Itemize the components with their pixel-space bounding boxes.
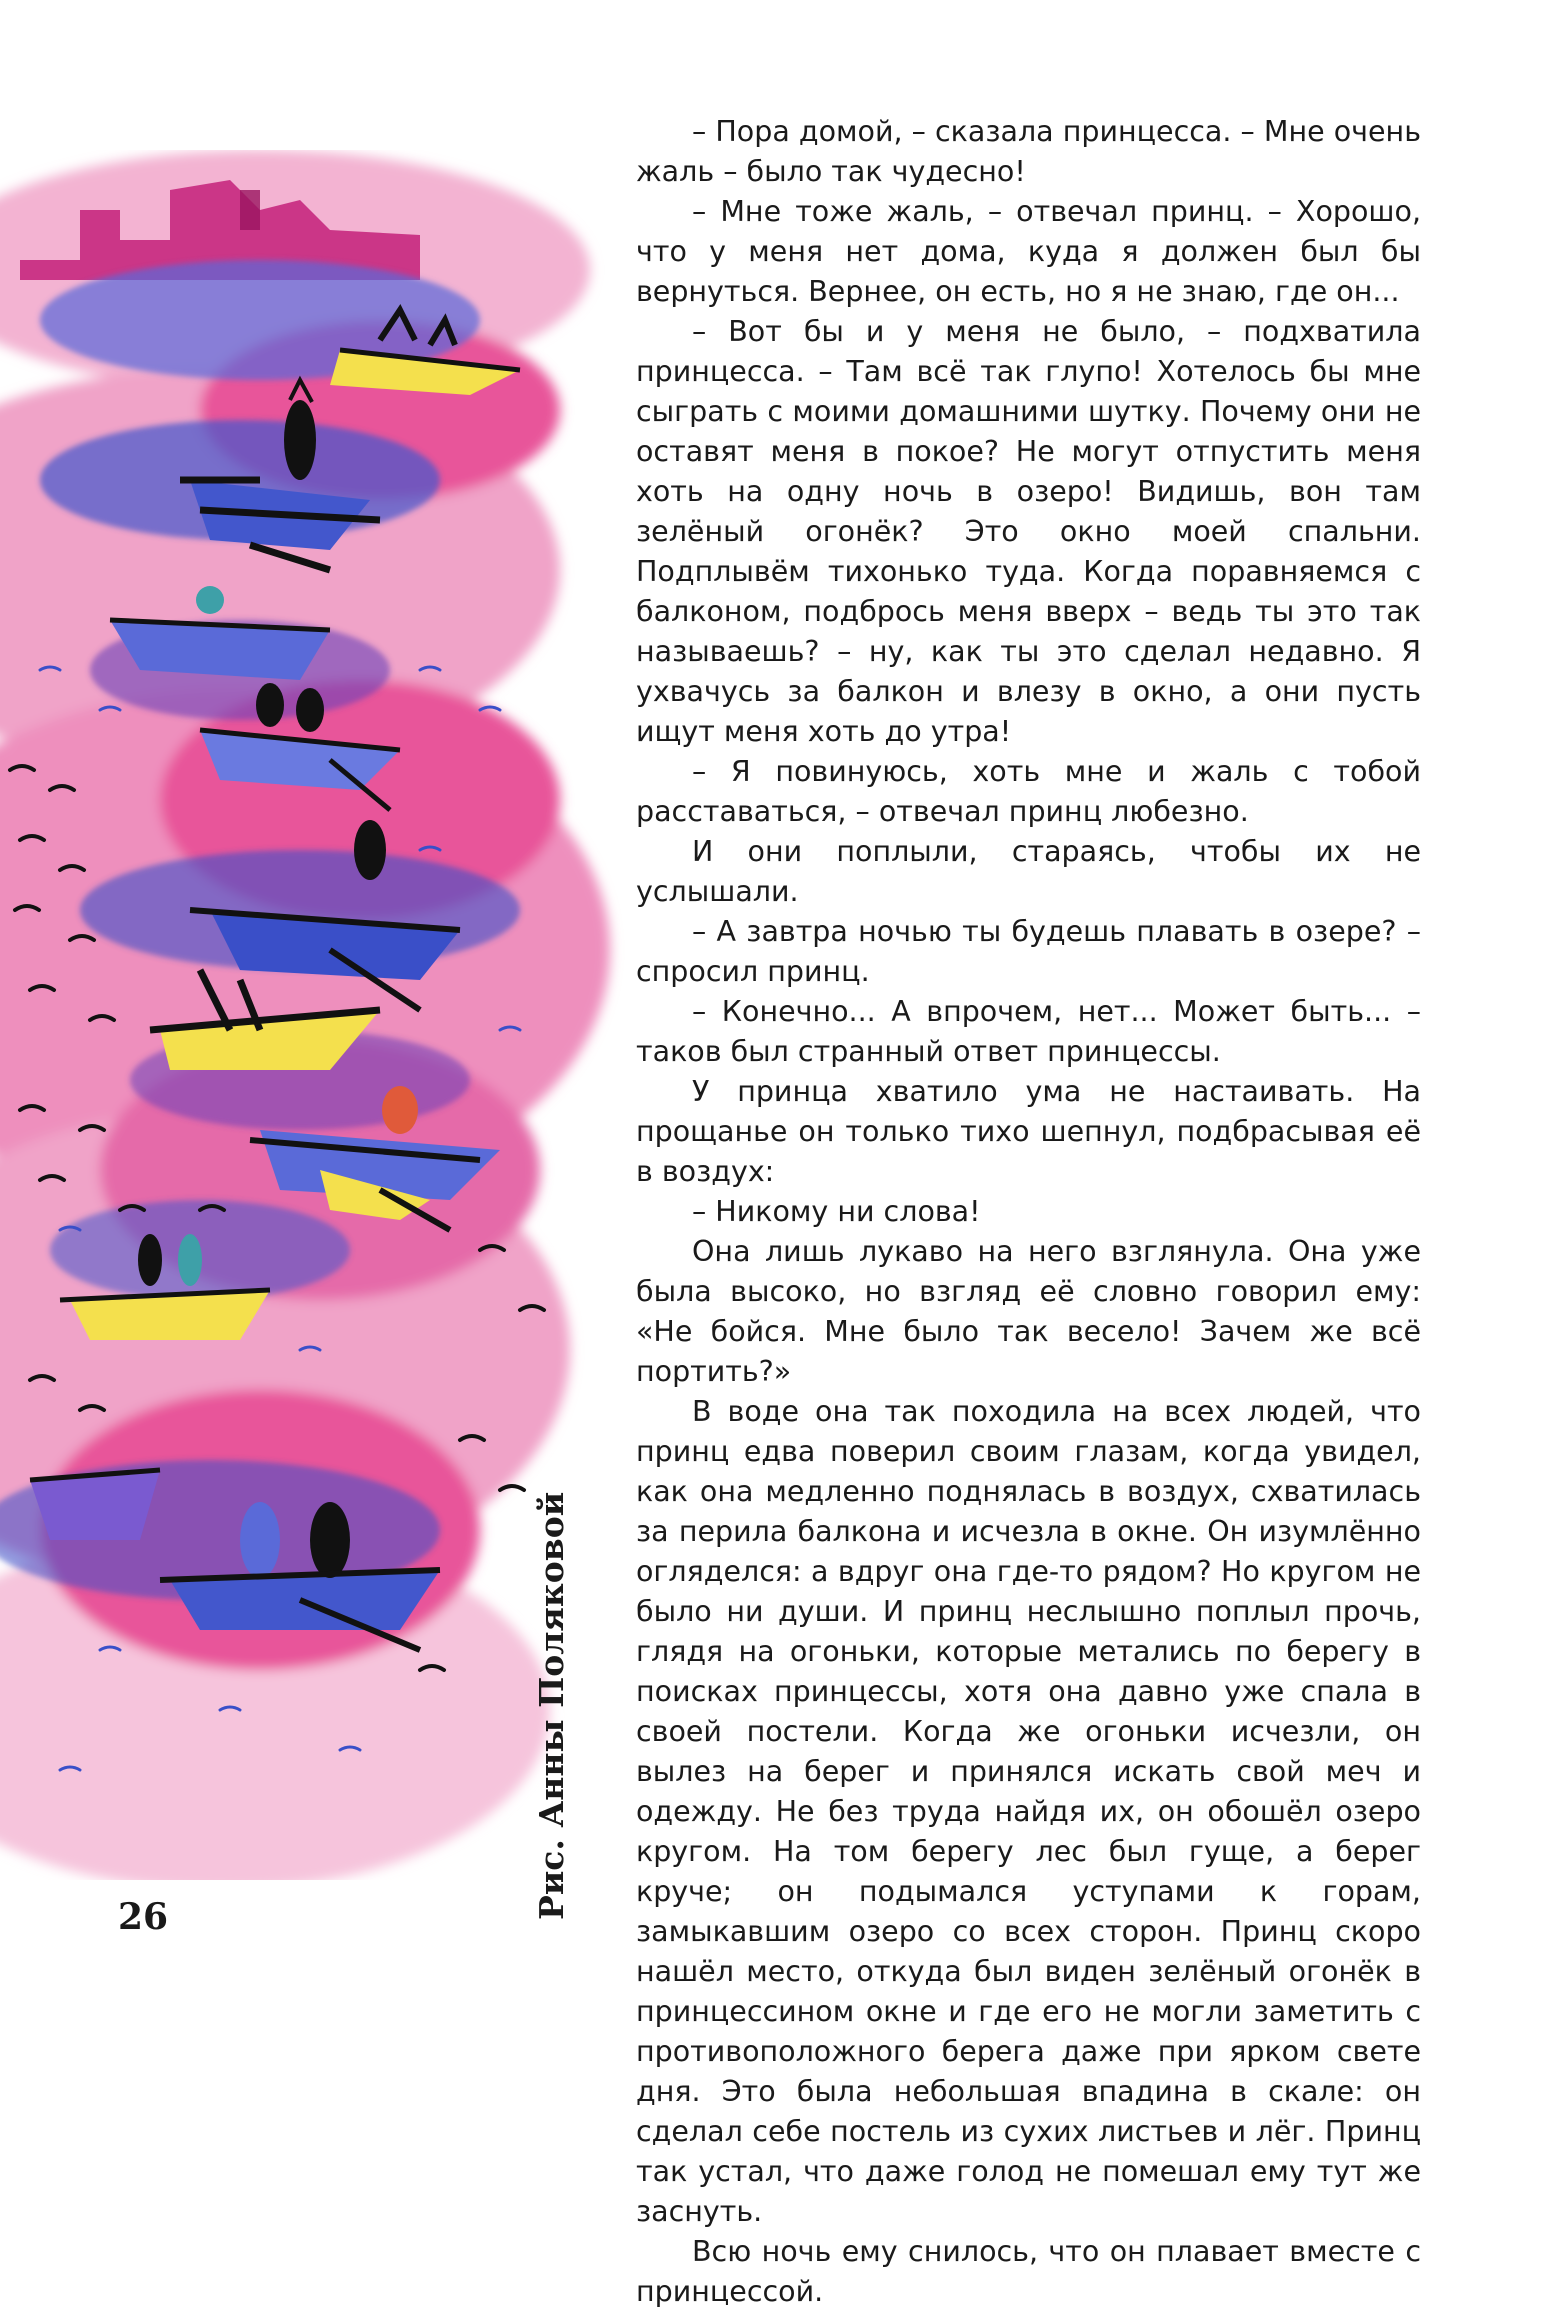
paragraph: У принца хватило ума не настаивать. На прощанье он только тихо шепнул, подбрасывая её в воздух:: [636, 1075, 1421, 1188]
paragraph: – Мне тоже жаль, – отвечал принц. – Хорошо, что у меня нет дома, куда я должен был бы вернуться. Вернее, он есть, но я не знаю, где он...: [636, 195, 1421, 308]
paragraph: В воде она так походила на всех людей, что принц едва поверил своим глазам, когда увидел, как она медленно поднялась в воздух, схватилась за перила балкона и исчезла в окне. Он изумлённо огляделся: а вдруг она где-то рядом? Но кругом не было ни души. И принц неслышно поплыл прочь, глядя на огоньки, которые метались по берегу в поисках принцессы, хотя она давно уже спала в своей постели. Когда же огоньки исчезли, он вылез на берег и принялся искать свой меч и одежду. Не без труда найдя их, он обошёл озеро кругом. На том берегу лес был гуще, а берег круче; он подымался уступами к горам, замыкавшим озеро со всех сторон. Принц скоро нашёл место, откуда был виден зелёный огонёк в принцессином окне и где его не могли заметить с противоположного берега даже при ярком свете дня. Это была небольшая впадина в скале: он сделал себе постель из сухих листьев и лёг. Принц так устал, что даже голод не помешал ему тут же заснуть.: [636, 1395, 1421, 2228]
paragraph: – А завтра ночью ты будешь плавать в озере? – спросил принц.: [636, 915, 1421, 988]
paragraph: Она лишь лукаво на него взглянула. Она уже была высоко, но взгляд её словно говорил ему: «Не бойся. Мне было так весело! Зачем же всё портить?»: [636, 1235, 1421, 1388]
page-number: 26: [118, 1896, 169, 1938]
boat-9: [30, 1470, 160, 1540]
paragraph: – Никому ни слова!: [692, 1195, 981, 1228]
illustration-credit: Рис. Анны Поляковой: [532, 1491, 571, 1920]
paragraph: – Я повинуюсь, хоть мне и жаль с тобой расставаться, – отвечал принц любезно.: [636, 755, 1421, 828]
paragraph: – Конечно... А впрочем, нет... Может быть... – таков был странный ответ принцессы.: [636, 995, 1421, 1068]
story-text: [636, 112, 1421, 2312]
paragraph: И они поплыли, стараясь, чтобы их не услышали.: [636, 835, 1421, 908]
paragraph: Всю ночь ему снилось, что он плавает вместе с принцессой.: [636, 2235, 1421, 2308]
paragraph: – Пора домой, – сказала принцесса. – Мне очень жаль – было так чудесно!: [636, 115, 1421, 188]
paragraph: – Вот бы и у меня не было, – подхватила принцесса. – Там всё так глупо! Хотелось бы мне сыграть с моими домашними шутку. Почему они не оставят меня в покое? Не могут отпустить меня хоть на одну ночь в озеро! Видишь, вон там зелёный огонёк? Это окно моей спальни. Подплывём тихонько туда. Когда поравняемся с балконом, подбрось меня вверх – ведь ты это так называешь? – ну, как ты это сделал недавно. Я ухвачусь за балкон и влезу в окно, а они пусть ищут меня хоть до утра!: [636, 315, 1421, 748]
